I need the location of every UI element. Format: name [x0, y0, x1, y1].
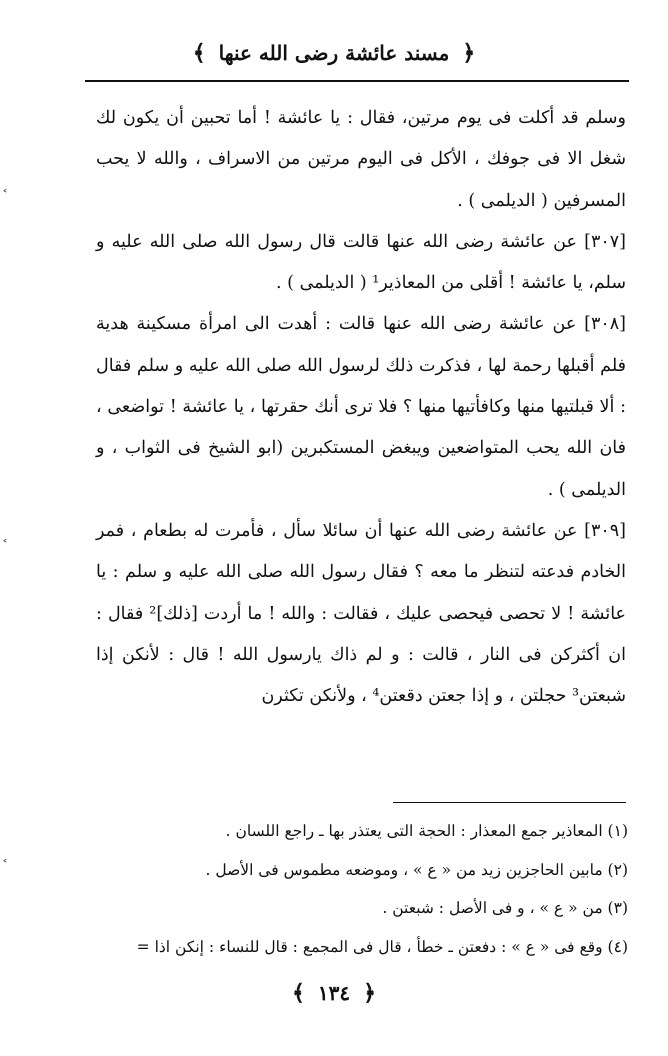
hadith-309: [٣٠٩] عن عائشة رضى الله عنها أن سائلا سأل ، فأمرت له بطعام ، فمر الخادم فدعته لتنظر ما معه ؟ فقال رسول الله صلى الله عليه و سلم : يا عائشة ! لا تحصى فيحصى عليك ، فقالت : والله ! ما أردت [ذلك]² فقال : ان أكثركن فى النار ، قالت : و لم ذاك يارسول الله ! قال : لأنكن إذا شبعتن³ حجلتن ، و إذا جعتن دقعتن⁴ ، ولأنكن تكثرن	[96, 520, 626, 707]
margin-speck: ˂	[2, 858, 8, 872]
footnote-3: (٣) من « ع » ، و فى الأصل : شبعتن .	[382, 899, 628, 917]
header-title: مسند عائشة رضى الله عنها	[218, 41, 450, 65]
main-text	[96, 98, 626, 717]
footnotes	[90, 812, 628, 966]
margin-speck: ˂	[2, 538, 8, 552]
footnote-rule	[393, 802, 626, 803]
page-number-brace-right: ﴿	[363, 980, 376, 1006]
footnote-4: (٤) وقع فى « ع » : دفعتن ـ خطأ ، قال فى المجمع : قال للنساء : إنكن اذا =	[136, 937, 628, 956]
header-brace-right: ﴿	[462, 40, 476, 66]
running-header	[0, 40, 668, 66]
header-rule	[85, 80, 629, 82]
margin-speck: ˂	[2, 188, 8, 202]
footnote-2: (٢) مابين الحاجزين زيد من « ع » ، وموضعه مطموس فى الأصل .	[205, 860, 628, 879]
footnote-1: (١) المعاذير جمع المعذار : الحجة التى يعتذر بها ـ راجع اللسان .	[225, 822, 628, 840]
page-number-value: ١٣٤	[317, 981, 351, 1005]
hadith-307: [٣٠٧] عن عائشة رضى الله عنها قالت قال رسول الله صلى الله عليه و سلم، يا عائشة ! أقلى من المعاذير¹ ( الديلمى ) .	[96, 231, 626, 294]
page-number	[0, 980, 668, 1006]
paragraph-continuation: وسلم قد أكلت فى يوم مرتين، فقال : يا عائشة ! أما تحبين أن يكون لك شغل الا فى جوفك ، الأكل فى اليوم مرتين من الاسراف ، والله لا يحب المسرفين ( الديلمى ) .	[96, 108, 626, 211]
header-brace-left: ﴾	[192, 40, 206, 66]
hadith-308: [٣٠٨] عن عائشة رضى الله عنها قالت : أهدت الى امرأة مسكينة هدية فلم أقبلها رحمة لها ، فذكرت ذلك لرسول الله صلى الله عليه و سلم فقال : ألا قبلتيها منها وكافأتيها منها ؟ فلا ترى أنك حقرتها ، يا عائشة ! تواضعى ، فان الله يحب المتواضعين ويبغض المستكبرين (ابو الشيخ فى الثواب ، و الديلمى ) .	[96, 314, 626, 500]
page-number-brace-left: ﴾	[292, 980, 305, 1006]
